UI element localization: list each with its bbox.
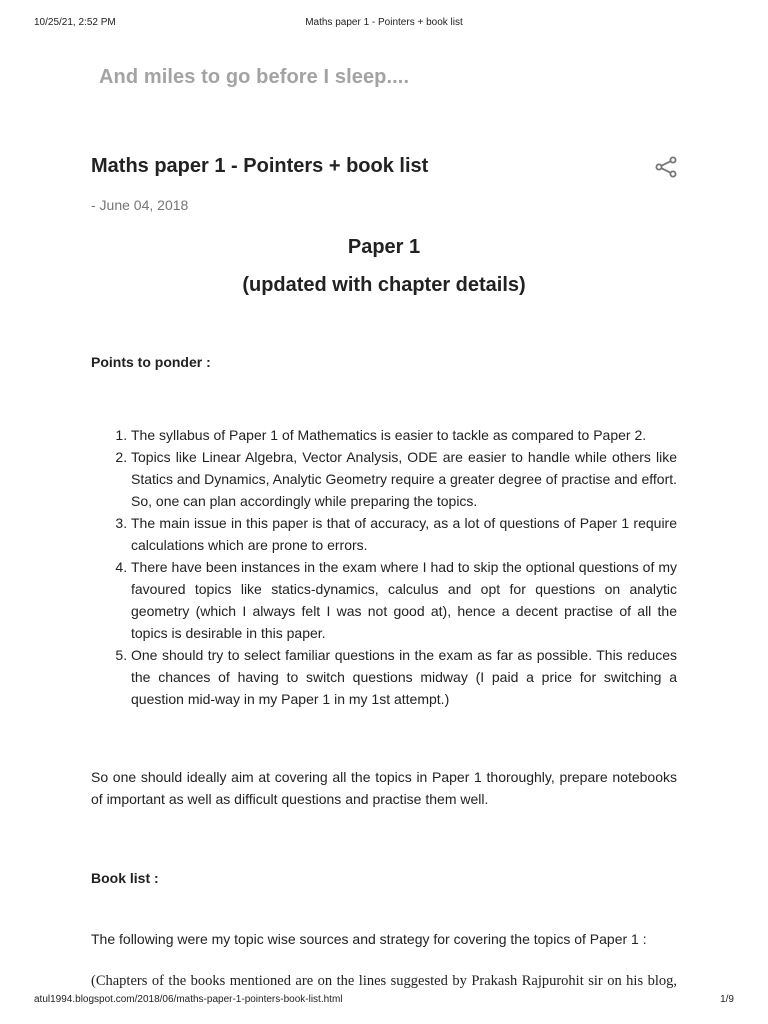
list-item: 5. One should try to select familiar questions in the exam as far as possible. This reduces the chances of having to switch questions midway (I paid a price for switching a question mid-way in my Paper 1 in my 1st attempt.) — [131, 644, 677, 710]
post-date: - June 04, 2018 — [91, 197, 189, 213]
list-item: 1. The syllabus of Paper 1 of Mathematics is easier to tackle as compared to Paper 2. — [131, 424, 677, 446]
post-title: Maths paper 1 - Pointers + book list — [91, 155, 429, 177]
summary-paragraph: So one should ideally aim at covering all the topics in Paper 1 thoroughly, prepare notebooks of important as well as difficult questions and practise them well. — [91, 769, 677, 807]
blog-title[interactable]: And miles to go before I sleep.... — [99, 66, 410, 88]
share-icon[interactable] — [654, 156, 678, 178]
print-datetime: 10/25/21, 2:52 PM — [34, 17, 116, 28]
print-url: atul1994.blogspot.com/2018/06/maths-paper-1-pointers-book-list.html — [34, 994, 343, 1005]
print-page-title: Maths paper 1 - Pointers + book list — [305, 17, 463, 28]
list-item: 2. Topics like Linear Algebra, Vector Analysis, ODE are easier to handle while others like Statics and Dynamics, Analytic Geometry require a greater degree of practise and effort. So, one can plan accordingly while preparing the topics. — [131, 446, 677, 512]
content-heading-subtitle: (updated with chapter details) — [242, 274, 526, 296]
points-list — [91, 424, 677, 710]
list-item: 4. There have been instances in the exam where I had to skip the optional questions of my favoured topics like statics-dynamics, calculus and opt for questions on analytic geometry (which I always felt I was not good at), hence a decent practise of all the topics is desirable in this paper. — [131, 556, 677, 644]
book-intro-paragraph: The following were my topic wise sources and strategy for covering the topics of Paper 1 : — [91, 931, 647, 947]
chapters-note-paragraph: (Chapters of the books mentioned are on the lines suggested by Prakash Rajpurohit sir on his blog, — [91, 973, 677, 989]
book-list-label: Book list : — [91, 870, 159, 886]
print-page-number: 1/9 — [720, 994, 734, 1005]
list-item: 3. The main issue in this paper is that of accuracy, as a lot of questions of Paper 1 require calculations which are prone to errors. — [131, 512, 677, 556]
points-to-ponder-label: Points to ponder : — [91, 354, 211, 370]
content-heading-paper: Paper 1 — [347, 236, 421, 258]
